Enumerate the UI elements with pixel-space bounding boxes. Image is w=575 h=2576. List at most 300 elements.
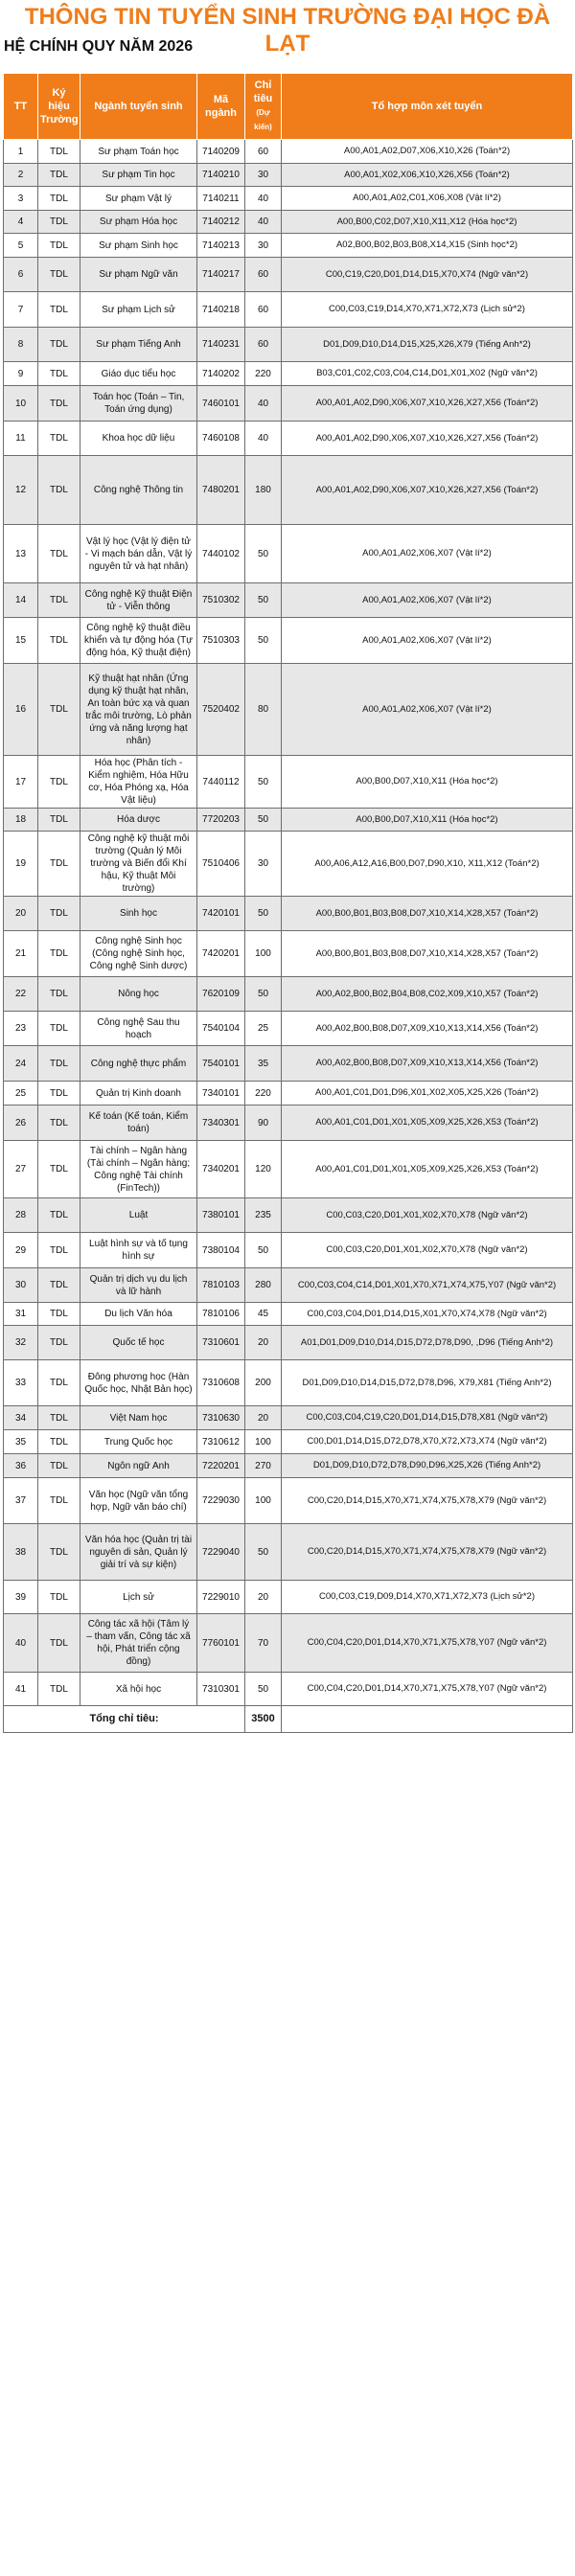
- row-program-code: 7540101: [197, 1046, 245, 1082]
- row-number: 16: [4, 664, 38, 756]
- row-number: 37: [4, 1478, 38, 1524]
- row-combos: A00,A01,X02,X06,X10,X26,X56 (Toán*2): [282, 164, 573, 187]
- row-combos: B03,C01,C02,C03,C04,C14,D01,X01,X02 (Ngữ văn*2): [282, 362, 573, 386]
- row-quota: 50: [245, 583, 282, 618]
- row-combos: D01,D09,D10,D72,D78,D90,D96,X25,X26 (Tiếng Anh*2): [282, 1454, 573, 1478]
- row-program-name: Kỹ thuật hạt nhân (Ứng dụng kỹ thuật hạt nhân, An toàn bức xạ và quan trắc môi trường, Lò phản ứng và năng lượng hạt nhân): [80, 664, 197, 756]
- row-program-code: 7620109: [197, 977, 245, 1012]
- row-program-name: Ngôn ngữ Anh: [80, 1454, 197, 1478]
- table-row: [4, 832, 573, 897]
- table-row: [4, 1360, 573, 1406]
- table-row: [4, 164, 573, 187]
- row-number: 18: [4, 809, 38, 832]
- row-program-name: Công nghệ Thông tin: [80, 456, 197, 525]
- row-program-name: Công nghệ Sau thu hoạch: [80, 1012, 197, 1046]
- row-number: 27: [4, 1141, 38, 1198]
- row-number: 34: [4, 1406, 38, 1430]
- row-combos: A00,B00,B01,B03,B08,D07,X10,X14,X28,X57 (Toán*2): [282, 931, 573, 977]
- row-school-code: TDL: [38, 809, 80, 832]
- row-program-code: 7340101: [197, 1082, 245, 1106]
- row-number: 36: [4, 1454, 38, 1478]
- total-row: [4, 1706, 573, 1733]
- row-number: 30: [4, 1268, 38, 1303]
- row-combos: A00,A01,A02,X06,X07 (Vật lí*2): [282, 618, 573, 664]
- row-combos: C00,C03,C20,D01,X01,X02,X70,X78 (Ngữ văn*2): [282, 1198, 573, 1233]
- row-quota: 35: [245, 1046, 282, 1082]
- header-quota: [245, 74, 282, 140]
- row-number: 9: [4, 362, 38, 386]
- row-combos: C00,C04,C20,D01,D14,X70,X71,X75,X78,Y07 (Ngữ văn*2): [282, 1673, 573, 1706]
- row-program-code: 7340201: [197, 1141, 245, 1198]
- table-row: [4, 1198, 573, 1233]
- table-row: [4, 1326, 573, 1360]
- row-program-code: 7340301: [197, 1106, 245, 1141]
- header-quota-label: Chỉ tiêu: [253, 80, 273, 104]
- row-combos: A02,B00,B02,B03,B08,X14,X15 (Sinh học*2): [282, 234, 573, 258]
- row-combos: A00,A02,B00,B02,B04,B08,C02,X09,X10,X57 (Toán*2): [282, 977, 573, 1012]
- row-combos: A00,A01,A02,C01,X06,X08 (Vật lí*2): [282, 187, 573, 211]
- row-school-code: TDL: [38, 187, 80, 211]
- row-program-name: Xã hội học: [80, 1673, 197, 1706]
- row-school-code: TDL: [38, 386, 80, 422]
- row-program-name: Sư phạm Toán học: [80, 140, 197, 164]
- row-program-name: Toán học (Toán – Tin, Toán ứng dụng): [80, 386, 197, 422]
- row-school-code: TDL: [38, 362, 80, 386]
- table-row: [4, 1082, 573, 1106]
- row-program-code: 7140231: [197, 328, 245, 362]
- row-program-code: 7229040: [197, 1524, 245, 1581]
- table-row: [4, 422, 573, 456]
- row-school-code: TDL: [38, 1614, 80, 1673]
- row-program-name: Công nghệ Sinh học (Công nghệ Sinh học, Công nghệ Sinh dược): [80, 931, 197, 977]
- row-combos: A00,B00,C02,D07,X10,X11,X12 (Hóa học*2): [282, 211, 573, 234]
- row-program-name: Công nghệ kỹ thuật môi trường (Quản lý Môi trường và Biến đổi Khí hậu, Kỹ thuật Môi trường): [80, 832, 197, 897]
- row-program-code: 7310301: [197, 1673, 245, 1706]
- row-number: 14: [4, 583, 38, 618]
- row-program-code: 7140210: [197, 164, 245, 187]
- table-body: [4, 140, 573, 1706]
- row-program-name: Luật: [80, 1198, 197, 1233]
- row-school-code: TDL: [38, 1268, 80, 1303]
- row-quota: 60: [245, 328, 282, 362]
- row-number: 4: [4, 211, 38, 234]
- row-program-name: Công nghệ Kỹ thuật Điện tử - Viễn thông: [80, 583, 197, 618]
- row-program-code: 7140217: [197, 258, 245, 292]
- row-school-code: TDL: [38, 618, 80, 664]
- row-program-code: 7140218: [197, 292, 245, 328]
- row-number: 19: [4, 832, 38, 897]
- row-number: 6: [4, 258, 38, 292]
- row-quota: 100: [245, 1430, 282, 1454]
- row-quota: 90: [245, 1106, 282, 1141]
- row-program-name: Sư phạm Tiếng Anh: [80, 328, 197, 362]
- row-program-name: Kế toán (Kế toán, Kiểm toán): [80, 1106, 197, 1141]
- admissions-table: [3, 73, 573, 1733]
- row-program-code: 7510406: [197, 832, 245, 897]
- total-empty: [282, 1706, 573, 1733]
- row-school-code: TDL: [38, 1478, 80, 1524]
- header-school-code: Ký hiệu Trường: [38, 74, 80, 140]
- row-quota: 30: [245, 234, 282, 258]
- row-program-name: Văn học (Ngữ văn tổng hợp, Ngữ văn báo chí): [80, 1478, 197, 1524]
- row-program-code: 7520402: [197, 664, 245, 756]
- row-school-code: TDL: [38, 583, 80, 618]
- row-program-name: Trung Quốc học: [80, 1430, 197, 1454]
- row-program-code: 7380104: [197, 1233, 245, 1268]
- row-quota: 40: [245, 187, 282, 211]
- row-number: 7: [4, 292, 38, 328]
- row-combos: C00,C03,C19,D09,D14,X70,X71,X72,X73 (Lịch sử*2): [282, 1581, 573, 1614]
- row-combos: C00,C03,C04,C14,D01,X01,X70,X71,X74,X75,Y07 (Ngữ văn*2): [282, 1268, 573, 1303]
- row-program-code: 7310608: [197, 1360, 245, 1406]
- row-quota: 50: [245, 1233, 282, 1268]
- row-combos: A00,A02,B00,B08,D07,X09,X10,X13,X14,X56 (Toán*2): [282, 1046, 573, 1082]
- table-row: [4, 362, 573, 386]
- table-row: [4, 1106, 573, 1141]
- row-combos: C00,C20,D14,D15,X70,X71,X74,X75,X78,X79 (Ngữ văn*2): [282, 1478, 573, 1524]
- row-school-code: TDL: [38, 140, 80, 164]
- row-school-code: TDL: [38, 456, 80, 525]
- row-combos: D01,D09,D10,D14,D15,X25,X26,X79 (Tiếng Anh*2): [282, 328, 573, 362]
- row-combos: A00,A01,A02,D07,X06,X10,X26 (Toán*2): [282, 140, 573, 164]
- row-program-code: 7310630: [197, 1406, 245, 1430]
- row-program-code: 7229010: [197, 1581, 245, 1614]
- row-number: 40: [4, 1614, 38, 1673]
- table-header-row: [4, 74, 573, 140]
- row-quota: 50: [245, 618, 282, 664]
- row-combos: A00,A01,A02,D90,X06,X07,X10,X26,X27,X56 (Toán*2): [282, 422, 573, 456]
- row-school-code: TDL: [38, 1106, 80, 1141]
- row-number: 32: [4, 1326, 38, 1360]
- row-program-name: Việt Nam học: [80, 1406, 197, 1430]
- row-school-code: TDL: [38, 211, 80, 234]
- row-school-code: TDL: [38, 1046, 80, 1082]
- row-program-code: 7220201: [197, 1454, 245, 1478]
- row-school-code: TDL: [38, 897, 80, 931]
- row-program-code: 7480201: [197, 456, 245, 525]
- row-program-code: 7140209: [197, 140, 245, 164]
- row-program-name: Sư phạm Sinh học: [80, 234, 197, 258]
- header-quota-note: (Dự kiến): [254, 108, 272, 131]
- row-combos: A00,A01,C01,D01,X01,X05,X09,X25,X26,X53 (Toán*2): [282, 1106, 573, 1141]
- row-program-name: Công nghệ thực phẩm: [80, 1046, 197, 1082]
- row-number: 17: [4, 756, 38, 809]
- table-row: [4, 618, 573, 664]
- row-quota: 40: [245, 386, 282, 422]
- table-row: [4, 1406, 573, 1430]
- row-combos: C00,C19,C20,D01,D14,D15,X70,X74 (Ngữ văn*2): [282, 258, 573, 292]
- row-number: 26: [4, 1106, 38, 1141]
- row-quota: 30: [245, 164, 282, 187]
- row-combos: A00,A01,A02,X06,X07 (Vật lí*2): [282, 664, 573, 756]
- row-combos: C00,C03,C04,C19,C20,D01,D14,D15,D78,X81 (Ngữ văn*2): [282, 1406, 573, 1430]
- table-row: [4, 1614, 573, 1673]
- row-program-code: 7229030: [197, 1478, 245, 1524]
- row-program-code: 7720203: [197, 809, 245, 832]
- table-row: [4, 386, 573, 422]
- row-combos: A00,A02,B00,B08,D07,X09,X10,X13,X14,X56 (Toán*2): [282, 1012, 573, 1046]
- row-program-name: Sư phạm Hóa học: [80, 211, 197, 234]
- row-program-code: 7140212: [197, 211, 245, 234]
- row-program-name: Công tác xã hội (Tâm lý – tham vấn, Công tác xã hội, Phát triển cộng đồng): [80, 1614, 197, 1673]
- row-school-code: TDL: [38, 258, 80, 292]
- row-program-code: 7510303: [197, 618, 245, 664]
- row-quota: 200: [245, 1360, 282, 1406]
- row-program-name: Quản trị dịch vụ du lịch và lữ hành: [80, 1268, 197, 1303]
- row-quota: 50: [245, 809, 282, 832]
- row-number: 2: [4, 164, 38, 187]
- row-number: 29: [4, 1233, 38, 1268]
- row-program-code: 7420101: [197, 897, 245, 931]
- total-value: 3500: [245, 1706, 282, 1733]
- row-combos: C00,D01,D14,D15,D72,D78,X70,X72,X73,X74 (Ngữ văn*2): [282, 1430, 573, 1454]
- table-row: [4, 1233, 573, 1268]
- table-row: [4, 258, 573, 292]
- table-row: [4, 664, 573, 756]
- row-number: 5: [4, 234, 38, 258]
- row-program-code: 7810106: [197, 1303, 245, 1326]
- row-quota: 45: [245, 1303, 282, 1326]
- row-quota: 100: [245, 1478, 282, 1524]
- row-school-code: TDL: [38, 1673, 80, 1706]
- row-quota: 220: [245, 362, 282, 386]
- row-combos: A00,B00,D07,X10,X11 (Hóa học*2): [282, 809, 573, 832]
- row-combos: D01,D09,D10,D14,D15,D72,D78,D96, X79,X81 (Tiếng Anh*2): [282, 1360, 573, 1406]
- table-row: [4, 809, 573, 832]
- row-combos: C00,C03,C20,D01,X01,X02,X70,X78 (Ngữ văn*2): [282, 1233, 573, 1268]
- table-row: [4, 1673, 573, 1706]
- header-tt: TT: [4, 74, 38, 140]
- row-school-code: TDL: [38, 1198, 80, 1233]
- row-program-name: Khoa học dữ liệu: [80, 422, 197, 456]
- row-school-code: TDL: [38, 1524, 80, 1581]
- row-program-code: 7140211: [197, 187, 245, 211]
- row-quota: 50: [245, 897, 282, 931]
- row-school-code: TDL: [38, 1360, 80, 1406]
- row-combos: A00,A01,C01,D01,D96,X01,X02,X05,X25,X26 (Toán*2): [282, 1082, 573, 1106]
- row-program-code: 7510302: [197, 583, 245, 618]
- row-school-code: TDL: [38, 1303, 80, 1326]
- row-school-code: TDL: [38, 1406, 80, 1430]
- row-program-name: Du lịch Văn hóa: [80, 1303, 197, 1326]
- row-combos: A00,A01,A02,X06,X07 (Vật lí*2): [282, 583, 573, 618]
- row-program-code: 7460101: [197, 386, 245, 422]
- row-program-code: 7760101: [197, 1614, 245, 1673]
- row-school-code: TDL: [38, 931, 80, 977]
- row-number: 20: [4, 897, 38, 931]
- row-quota: 80: [245, 664, 282, 756]
- table-row: [4, 328, 573, 362]
- row-school-code: TDL: [38, 1581, 80, 1614]
- row-quota: 50: [245, 1524, 282, 1581]
- row-quota: 20: [245, 1326, 282, 1360]
- row-school-code: TDL: [38, 525, 80, 583]
- row-number: 11: [4, 422, 38, 456]
- row-combos: A00,A01,A02,D90,X06,X07,X10,X26,X27,X56 (Toán*2): [282, 386, 573, 422]
- header-program-code: Mã ngành: [197, 74, 245, 140]
- row-quota: 60: [245, 258, 282, 292]
- row-program-code: 7310601: [197, 1326, 245, 1360]
- row-number: 24: [4, 1046, 38, 1082]
- row-school-code: TDL: [38, 1430, 80, 1454]
- row-school-code: TDL: [38, 164, 80, 187]
- row-number: 12: [4, 456, 38, 525]
- row-number: 28: [4, 1198, 38, 1233]
- row-quota: 20: [245, 1406, 282, 1430]
- row-number: 31: [4, 1303, 38, 1326]
- table-row: [4, 931, 573, 977]
- table-row: [4, 525, 573, 583]
- row-combos: C00,C04,C20,D01,D14,X70,X71,X75,X78,Y07 (Ngữ văn*2): [282, 1614, 573, 1673]
- table-row: [4, 1268, 573, 1303]
- row-number: 15: [4, 618, 38, 664]
- row-number: 10: [4, 386, 38, 422]
- row-school-code: TDL: [38, 1454, 80, 1478]
- row-quota: 40: [245, 211, 282, 234]
- row-school-code: TDL: [38, 1326, 80, 1360]
- row-program-code: 7310612: [197, 1430, 245, 1454]
- row-school-code: TDL: [38, 1012, 80, 1046]
- row-school-code: TDL: [38, 977, 80, 1012]
- row-program-code: 7140202: [197, 362, 245, 386]
- page-subtitle: HỆ CHÍNH QUY NĂM 2026: [4, 38, 194, 55]
- table-row: [4, 1303, 573, 1326]
- row-quota: 70: [245, 1614, 282, 1673]
- row-quota: 270: [245, 1454, 282, 1478]
- row-program-code: 7440102: [197, 525, 245, 583]
- row-school-code: TDL: [38, 422, 80, 456]
- row-combos: A00,B00,D07,X10,X11 (Hóa học*2): [282, 756, 573, 809]
- table-row: [4, 1524, 573, 1581]
- row-program-code: 7540104: [197, 1012, 245, 1046]
- row-quota: 30: [245, 832, 282, 897]
- row-program-code: 7460108: [197, 422, 245, 456]
- row-program-name: Giáo dục tiểu học: [80, 362, 197, 386]
- page-title: THÔNG TIN TUYỂN SINH TRƯỜNG ĐẠI HỌC ĐÀ LẠT: [24, 4, 551, 57]
- row-number: 8: [4, 328, 38, 362]
- table-row: [4, 1012, 573, 1046]
- row-program-name: Nông học: [80, 977, 197, 1012]
- row-school-code: TDL: [38, 832, 80, 897]
- row-program-name: Đông phương học (Hàn Quốc học, Nhật Bản học): [80, 1360, 197, 1406]
- row-program-name: Quốc tế học: [80, 1326, 197, 1360]
- row-program-name: Sinh học: [80, 897, 197, 931]
- row-program-name: Hóa dược: [80, 809, 197, 832]
- row-number: 13: [4, 525, 38, 583]
- row-school-code: TDL: [38, 1082, 80, 1106]
- row-combos: C00,C20,D14,D15,X70,X71,X74,X75,X78,X79 (Ngữ văn*2): [282, 1524, 573, 1581]
- table-row: [4, 1581, 573, 1614]
- row-program-name: Sư phạm Vật lý: [80, 187, 197, 211]
- row-quota: 50: [245, 1673, 282, 1706]
- table-row: [4, 583, 573, 618]
- table-row: [4, 1141, 573, 1198]
- row-quota: 40: [245, 422, 282, 456]
- table-row: [4, 897, 573, 931]
- row-number: 21: [4, 931, 38, 977]
- row-program-code: 7140213: [197, 234, 245, 258]
- table-row: [4, 977, 573, 1012]
- row-combos: C00,C03,C04,D01,D14,D15,X01,X70,X74,X78 (Ngữ văn*2): [282, 1303, 573, 1326]
- row-school-code: TDL: [38, 292, 80, 328]
- row-number: 39: [4, 1581, 38, 1614]
- row-program-code: 7420201: [197, 931, 245, 977]
- table-row: [4, 1478, 573, 1524]
- row-program-name: Sư phạm Tin học: [80, 164, 197, 187]
- row-number: 25: [4, 1082, 38, 1106]
- row-quota: 235: [245, 1198, 282, 1233]
- row-quota: 120: [245, 1141, 282, 1198]
- row-program-code: 7440112: [197, 756, 245, 809]
- row-combos: C00,C03,C19,D14,X70,X71,X72,X73 (Lịch sử*2): [282, 292, 573, 328]
- table-row: [4, 187, 573, 211]
- row-program-code: 7380101: [197, 1198, 245, 1233]
- row-quota: 25: [245, 1012, 282, 1046]
- table-row: [4, 140, 573, 164]
- table-row: [4, 456, 573, 525]
- row-program-code: 7810103: [197, 1268, 245, 1303]
- row-quota: 60: [245, 140, 282, 164]
- row-number: 22: [4, 977, 38, 1012]
- row-number: 35: [4, 1430, 38, 1454]
- row-quota: 20: [245, 1581, 282, 1614]
- row-program-name: Lịch sử: [80, 1581, 197, 1614]
- table-row: [4, 756, 573, 809]
- row-school-code: TDL: [38, 1141, 80, 1198]
- row-quota: 50: [245, 525, 282, 583]
- row-quota: 280: [245, 1268, 282, 1303]
- row-number: 41: [4, 1673, 38, 1706]
- row-program-name: Hóa học (Phân tích - Kiểm nghiệm, Hóa Hữu cơ, Hóa Phóng xạ, Hóa Vật liệu): [80, 756, 197, 809]
- row-program-name: Công nghệ kỹ thuật điều khiển và tự động hóa (Tự động hóa, Kỹ thuật điện): [80, 618, 197, 664]
- row-combos: A00,A01,C01,D01,X01,X05,X09,X25,X26,X53 (Toán*2): [282, 1141, 573, 1198]
- row-school-code: TDL: [38, 1233, 80, 1268]
- row-program-name: Vật lý học (Vật lý điện tử - Vi mạch bán dẫn, Vật lý nguyên tử và hạt nhân): [80, 525, 197, 583]
- row-quota: 100: [245, 931, 282, 977]
- row-quota: 50: [245, 756, 282, 809]
- row-school-code: TDL: [38, 756, 80, 809]
- row-combos: A00,A01,A02,X06,X07 (Vật lí*2): [282, 525, 573, 583]
- row-program-name: Tài chính – Ngân hàng (Tài chính – Ngân hàng; Công nghệ Tài chính (FinTech)): [80, 1141, 197, 1198]
- header-combos: Tổ hợp môn xét tuyển: [282, 74, 573, 140]
- row-combos: A01,D01,D09,D10,D14,D15,D72,D78,D90, ,D96 (Tiếng Anh*2): [282, 1326, 573, 1360]
- row-quota: 220: [245, 1082, 282, 1106]
- row-school-code: TDL: [38, 328, 80, 362]
- row-number: 3: [4, 187, 38, 211]
- row-number: 1: [4, 140, 38, 164]
- row-school-code: TDL: [38, 234, 80, 258]
- row-program-name: Sư phạm Ngữ văn: [80, 258, 197, 292]
- table-row: [4, 211, 573, 234]
- row-program-name: Sư phạm Lịch sử: [80, 292, 197, 328]
- row-number: 23: [4, 1012, 38, 1046]
- total-label: Tổng chỉ tiêu:: [4, 1706, 245, 1733]
- row-program-name: Quản trị Kinh doanh: [80, 1082, 197, 1106]
- row-combos: A00,A01,A02,D90,X06,X07,X10,X26,X27,X56 (Toán*2): [282, 456, 573, 525]
- row-school-code: TDL: [38, 664, 80, 756]
- table-row: [4, 292, 573, 328]
- row-program-name: Văn hóa học (Quản trị tài nguyên di sản, Quản lý giải trí và sự kiện): [80, 1524, 197, 1581]
- table-row: [4, 234, 573, 258]
- row-number: 38: [4, 1524, 38, 1581]
- row-combos: A00,B00,B01,B03,B08,D07,X10,X14,X28,X57 (Toán*2): [282, 897, 573, 931]
- row-quota: 50: [245, 977, 282, 1012]
- row-number: 33: [4, 1360, 38, 1406]
- row-quota: 60: [245, 292, 282, 328]
- table-row: [4, 1454, 573, 1478]
- row-combos: A00,A06,A12,A16,B00,D07,D90,X10, X11,X12 (Toán*2): [282, 832, 573, 897]
- table-row: [4, 1046, 573, 1082]
